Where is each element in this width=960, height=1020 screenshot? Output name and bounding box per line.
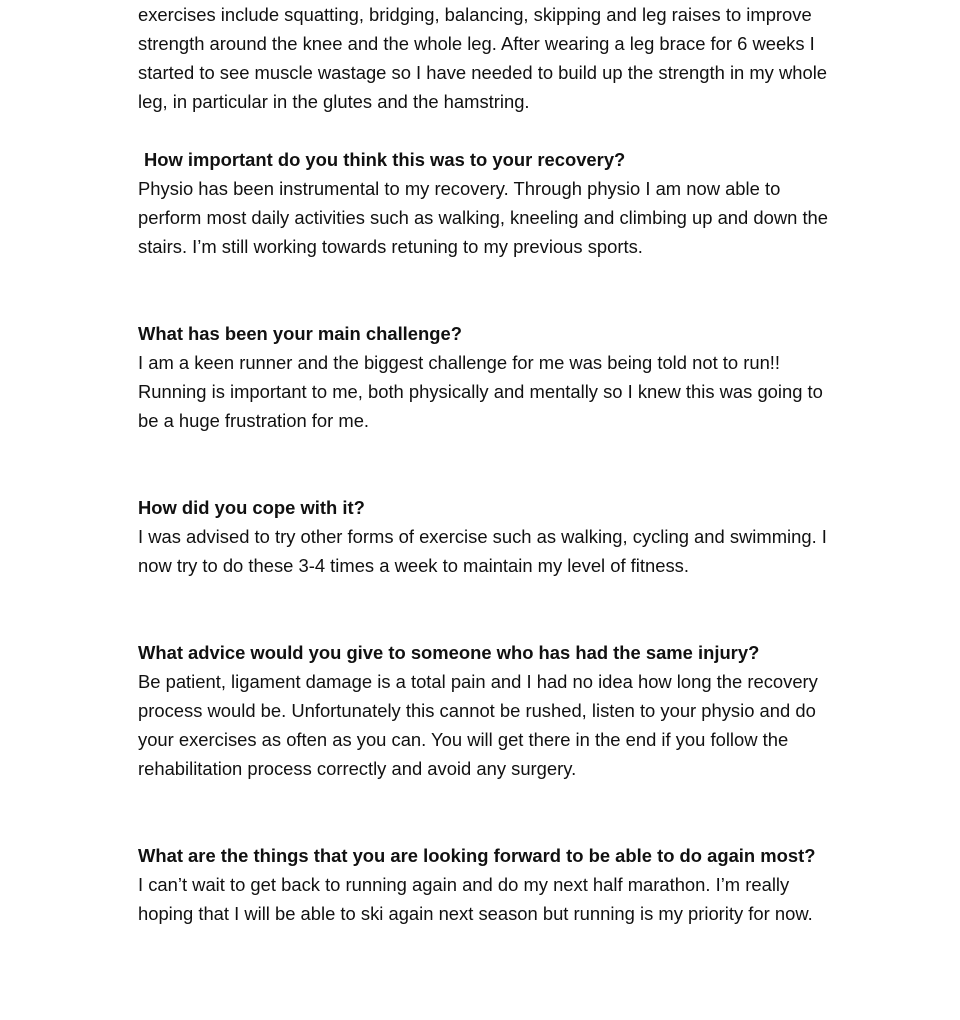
answer-coping: I was advised to try other forms of exercise such as walking, cycling and swimming. I now try to do these 3-4 times a week to maintain my level of fitness. [138,526,827,576]
answer-advice: Be patient, ligament damage is a total pain and I had no idea how long the recovery process would be. Unfortunately this cannot be rushed, listen to your physio and do your exercises as often as you can. You will get there in the end if you follow the rehabilitation process correctly and avoid any surgery. [138,671,818,779]
answer-recovery-importance: Physio has been instrumental to my recovery. Through physio I am now able to perform most daily activities such as walking, kneeling and climbing up and down the stairs. I’m still working towards retuning to my previous sports. [138,178,829,257]
answer-looking-forward: I can’t wait to get back to running again and do my next half marathon. I’m really hoping that I will be able to ski again next season but running is my priority for now. [138,874,813,924]
document-page [138,0,828,928]
spacer [138,435,828,493]
spacer [138,783,828,841]
spacer [138,261,828,319]
answer-main-challenge: I am a keen runner and the biggest challenge for me was being told not to run!! Running is important to me, both physically and mentally so I knew this was going to be a huge frustration for me. [138,352,823,431]
question-main-challenge: What has been your main challenge? [138,323,462,344]
question-looking-forward: What are the things that you are looking forward to be able to do again most? [138,845,816,866]
question-recovery-importance: How important do you think this was to your recovery? [144,149,626,170]
spacer [138,116,828,145]
spacer [138,580,828,638]
question-coping: How did you cope with it? [138,497,365,518]
question-advice: What advice would you give to someone who has had the same injury? [138,642,760,663]
intro-answer: exercises include squatting, bridging, balancing, skipping and leg raises to improve strength around the knee and the whole leg. After wearing a leg brace for 6 weeks I started to see muscle wastage so I have needed to build up the strength in my whole leg, in particular in the glutes and the hamstring. [138,4,828,112]
